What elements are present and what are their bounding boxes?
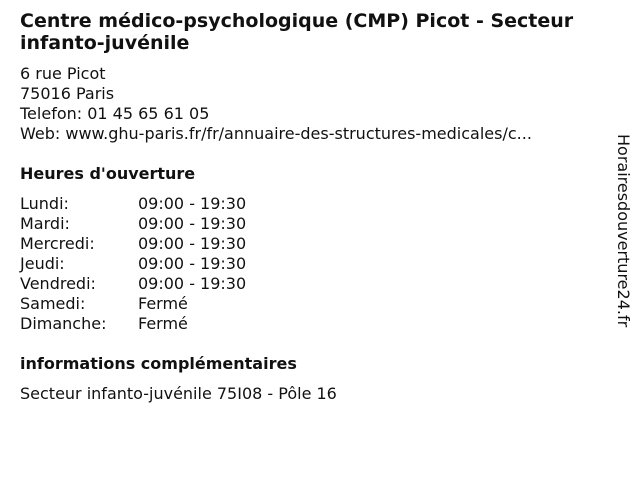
- day-label: Mercredi:: [20, 234, 95, 253]
- hours-table: [20, 194, 246, 334]
- hours-row-sunday: [20, 314, 246, 334]
- day-label: Samedi:: [20, 294, 86, 313]
- city-postal: 75016 Paris: [20, 84, 115, 103]
- day-hours: 09:00 - 19:30: [138, 254, 247, 273]
- day-label: Vendredi:: [20, 274, 96, 293]
- info-heading: informations complémentaires: [20, 354, 297, 373]
- website-link[interactable]: Web: www.ghu-paris.fr/fr/annuaire-des-structures-medicales/c...: [20, 124, 532, 143]
- day-hours: 09:00 - 19:30: [138, 194, 247, 213]
- day-label: Mardi:: [20, 214, 70, 233]
- street-address: 6 rue Picot: [20, 64, 106, 83]
- hours-row-friday: [20, 274, 246, 294]
- phone-number: Telefon: 01 45 65 61 05: [20, 104, 210, 123]
- info-text: Secteur infanto-juvénile 75I08 - Pôle 16: [20, 384, 337, 403]
- hours-row-monday: [20, 194, 246, 214]
- day-hours: Fermé: [138, 294, 188, 313]
- day-hours: 09:00 - 19:30: [138, 234, 247, 253]
- site-watermark: Horairesdouverture24.fr: [614, 134, 633, 328]
- hours-row-thursday: [20, 254, 246, 274]
- hours-row-wednesday: [20, 234, 246, 254]
- day-hours: Fermé: [138, 314, 188, 333]
- hours-row-saturday: [20, 294, 246, 314]
- address-block: [20, 64, 532, 144]
- day-label: Jeudi:: [20, 254, 65, 273]
- hours-heading: Heures d'ouverture: [20, 164, 196, 183]
- page-title: Centre médico-psychologique (CMP) Picot - Secteur infanto-juvénile: [20, 10, 574, 54]
- hours-row-tuesday: [20, 214, 246, 234]
- day-label: Lundi:: [20, 194, 69, 213]
- day-hours: 09:00 - 19:30: [138, 214, 247, 233]
- day-hours: 09:00 - 19:30: [138, 274, 247, 293]
- day-label: Dimanche:: [20, 314, 107, 333]
